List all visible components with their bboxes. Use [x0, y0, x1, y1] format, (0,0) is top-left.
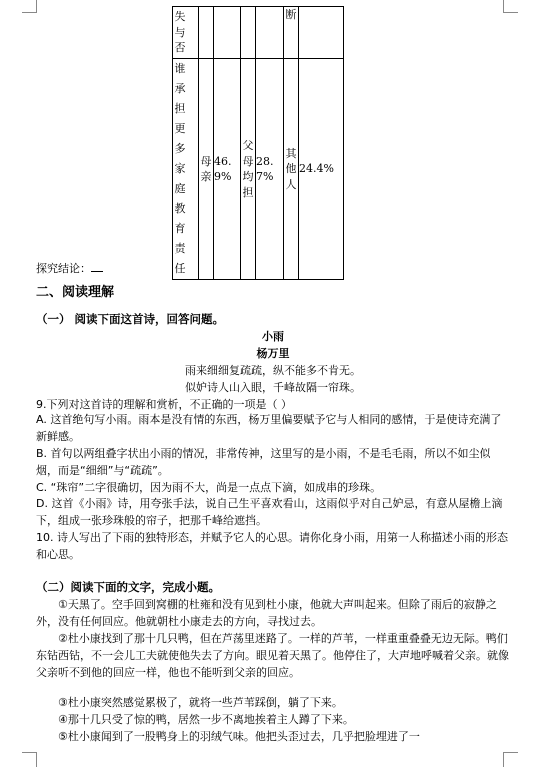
option-d: D. 这首《小雨》诗，用夸张手法，说自己生平喜欢看山，这雨似乎对自己妒忌，有意从屋檐上滴下，组成一张珍珠般的帘子，把那千峰给遮挡。	[36, 497, 503, 527]
crop-mark-bottom-right	[503, 752, 518, 767]
table-cell	[173, 59, 199, 280]
table-cell: 断	[284, 7, 299, 59]
table-cell: 28.7%	[256, 59, 284, 280]
crop-mark-top-right	[503, 0, 518, 13]
row-label: 失与否	[174, 10, 186, 55]
table-cell	[173, 7, 199, 59]
table-cell: 其他人	[284, 59, 299, 280]
poem-title: 小雨	[262, 330, 284, 343]
part1-heading: （一） 阅读下面这首诗，回答问题。	[36, 312, 225, 326]
question-10: 10. 诗人写出了下雨的独特形态，并赋予它人的心思。请你化身小雨，用第一人称描述小雨的形态和心思。	[36, 531, 508, 561]
part2-heading: （二）阅读下面的文字，完成小题。	[36, 580, 220, 594]
option-a: A. 这首绝句写小雨。雨本是没有情的东西，杨万里偏要赋予它与人相同的感情，于是使诗充满了新鲜感。	[36, 413, 502, 443]
table-row	[173, 7, 344, 59]
passage-paragraph: ②杜小康找到了那十几只鸭，但在芦荡里迷路了。一样的芦苇，一样重重叠叠无边无际。鸭们东钻西钻，不一会儿工夫就使他失去了方向。眼见着天黑了。他停住了，大声地呼喊着父亲。就像父亲听不到他的回应一样，他也不能听到父亲的回应。	[36, 632, 509, 679]
crop-mark-bottom-left	[22, 752, 37, 767]
section-title: 二、阅读理解	[36, 285, 115, 300]
passage-paragraph: ④那十几只受了惊的鸭，居然一步不离地挨着主人蹲了下来。	[58, 713, 354, 726]
table-cell: 24.4%	[299, 59, 344, 280]
table-cell: 父母均担	[241, 59, 256, 280]
option-c: C. “珠帘”二字很确切，因为雨不大，尚是一点点下滴，如成串的珍珠。	[36, 481, 382, 494]
poem-line: 雨来细细复疏疏，纵不能多不肯无。	[185, 364, 361, 377]
answer-blank[interactable]	[91, 260, 103, 272]
poem-line: 似妒诗人山入眼，千峰故隔一帘珠。	[185, 381, 361, 394]
poem-author: 杨万里	[256, 347, 290, 360]
option-b: B. 首句以两组叠字状出小雨的情况，非常传神，这里写的是小雨，不是毛毛雨，所以不如尘似烟，而是“细细”与“疏疏”。	[36, 447, 491, 477]
table-cell	[214, 7, 241, 59]
table-cell: 母亲	[199, 59, 214, 280]
table-row	[173, 59, 344, 280]
row-label: 谁承担更多家庭教育责任	[174, 62, 186, 275]
question-9: 9.下列对这首诗的理解和赏析，不正确的一项是（ ）	[36, 398, 292, 411]
passage-paragraph: ③杜小康突然感觉累极了，就将一些芦苇踩倒，躺了下来。	[58, 696, 343, 709]
table-cell	[199, 7, 214, 59]
conclusion-line: 探究结论：	[36, 260, 510, 277]
passage-paragraph: ①天黑了。空手回到窝棚的杜雍和没有见到杜小康，他就大声叫起来。但除了雨后的寂静之外，没有任何回应。他就朝杜小康走去的方向，寻找过去。	[36, 598, 497, 628]
survey-table	[172, 6, 344, 280]
table-cell	[241, 7, 256, 59]
crop-mark-top-left	[22, 0, 37, 13]
table-cell	[256, 7, 284, 59]
table-cell: 46.9%	[214, 59, 241, 280]
table-cell	[299, 7, 344, 59]
passage-paragraph: ⑤杜小康闻到了一股鸭身上的羽绒气味。他把头歪过去，几乎把脸埋进了一	[58, 730, 420, 743]
